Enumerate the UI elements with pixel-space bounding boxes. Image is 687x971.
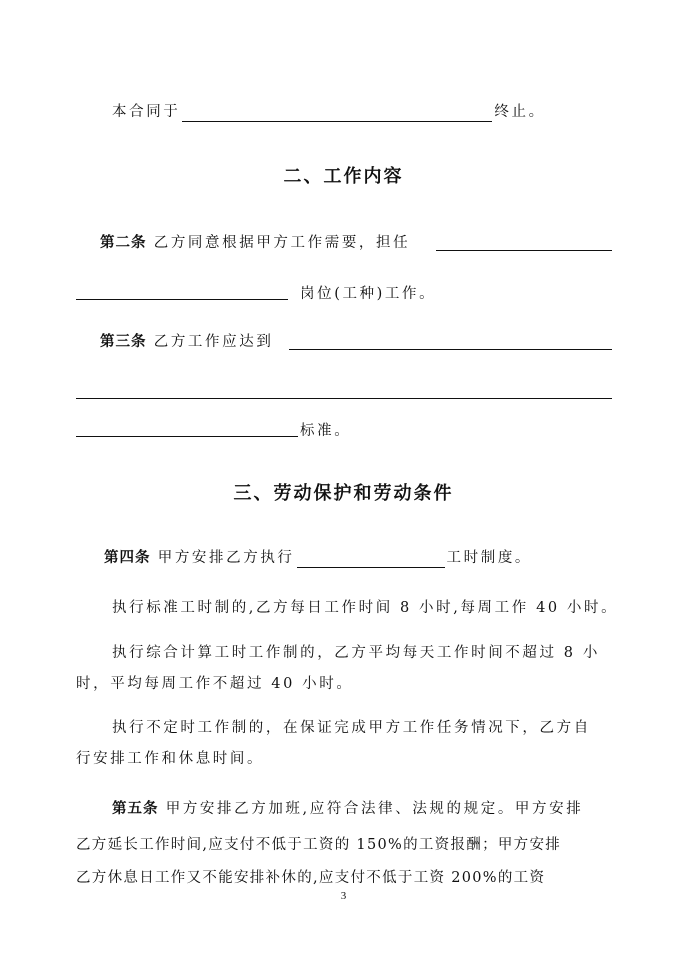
article-5-label: 第五条 <box>112 801 159 817</box>
article-5-line3: 乙方休息日工作又不能安排补休的,应支付不低于工资 200%的工资 <box>76 870 546 886</box>
contract-end-line <box>112 102 546 122</box>
article-4-text-before: 甲方安排乙方执行 <box>157 550 295 566</box>
article-3-standard-blank[interactable] <box>289 349 612 350</box>
section-heading-labor-protection: 三、劳动保护和劳动条件 <box>233 483 454 504</box>
page-number: 3 <box>340 890 347 902</box>
article-4-p3-line2: 行安排工作和休息时间。 <box>76 751 265 767</box>
contract-end-date-blank[interactable] <box>182 105 492 122</box>
article-2-label: 第二条 <box>100 235 147 251</box>
article-2-position-blank-cont[interactable] <box>76 299 288 300</box>
article-4-text-after: 工时制度。 <box>446 550 533 566</box>
contract-end-suffix: 终止。 <box>494 104 546 120</box>
article-3-line <box>100 332 273 352</box>
article-4-p1: 执行标准工时制的,乙方每日工作时间 8 小时,每周工作 40 小时。 <box>112 600 619 616</box>
article-4-line <box>104 548 532 568</box>
article-5-text-1: 甲方安排乙方加班,应符合法律、法规的规定。甲方安排 <box>165 801 584 817</box>
article-2-position-blank[interactable] <box>436 250 612 251</box>
article-4-work-system-blank[interactable] <box>297 551 445 568</box>
article-4-p2-line1: 执行综合计算工时工作制的，乙方平均每天工作时间不超过 8 小 <box>112 645 600 661</box>
article-3-label: 第三条 <box>100 334 147 350</box>
article-4-p3-line1: 执行不定时工作制的，在保证完成甲方工作任务情况下，乙方自 <box>112 720 591 736</box>
article-5-line2: 乙方延长工作时间,应支付不低于工资的 150%的工资报酬；甲方安排 <box>76 837 562 853</box>
article-4-p2-line2: 时，平均每周工作不超过 40 小时。 <box>76 676 354 692</box>
article-2-line <box>100 233 410 253</box>
article-4-label: 第四条 <box>104 550 151 566</box>
article-5-line1 <box>112 799 583 819</box>
article-2-text: 乙方同意根据甲方工作需要，担任 <box>153 235 411 251</box>
article-2-cont: 岗位(工种)工作。 <box>300 286 437 302</box>
contract-end-prefix: 本合同于 <box>112 104 181 120</box>
section-heading-work-content: 二、工作内容 <box>283 166 404 187</box>
article-3-cont: 标准。 <box>300 423 352 439</box>
article-3-standard-blank-3[interactable] <box>76 436 298 437</box>
article-3-standard-blank-2[interactable] <box>76 398 612 399</box>
article-3-text: 乙方工作应达到 <box>153 334 274 350</box>
